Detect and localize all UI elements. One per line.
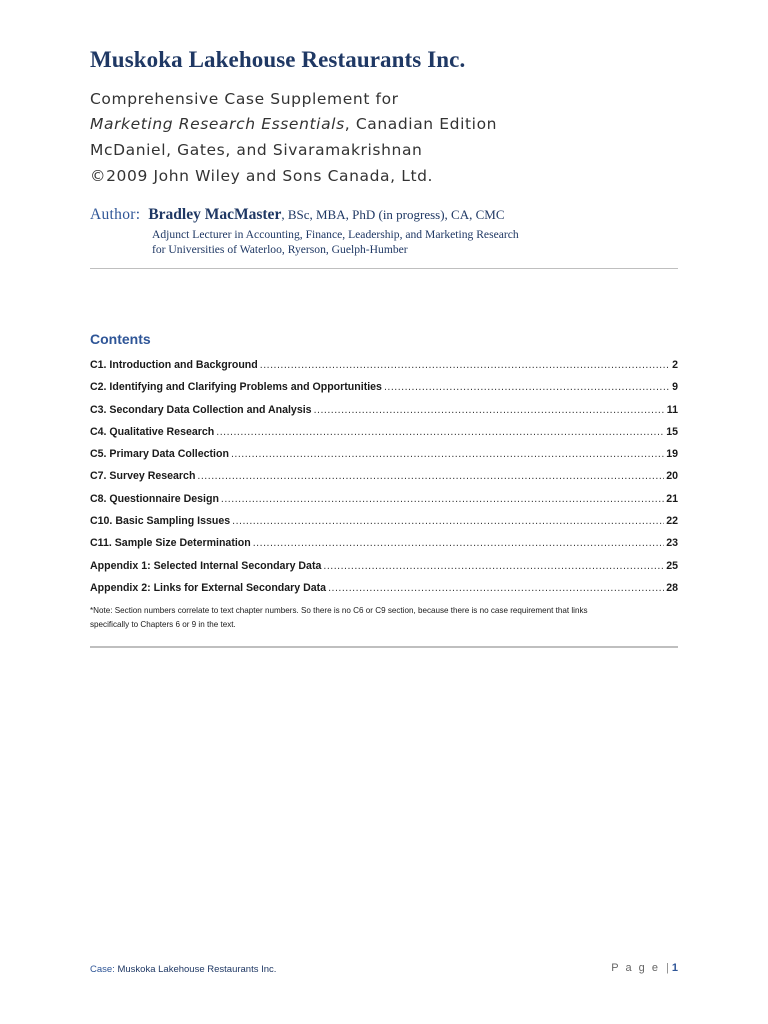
toc-entry-title: C7. Survey Research [90, 470, 196, 483]
toc-entry[interactable] [90, 537, 678, 559]
toc-dot-leader [328, 582, 664, 594]
toc-entry[interactable] [90, 515, 678, 537]
book-title: Marketing Research Essentials [90, 115, 345, 133]
toc-dot-leader [221, 493, 664, 505]
toc-entry[interactable] [90, 560, 678, 582]
toc-dot-leader [314, 404, 665, 416]
toc-entry-title: C5. Primary Data Collection [90, 448, 229, 461]
toc-dot-leader [384, 381, 670, 393]
toc-entry-page: 11 [666, 403, 678, 416]
toc-entry-title: C2. Identifying and Clarifying Problems and Opportunities [90, 381, 382, 394]
document-title: Muskoka Lakehouse Restaurants Inc. [90, 47, 466, 72]
author-role-line-2: for Universities of Waterloo, Ryerson, Guelph-Humber [152, 243, 408, 256]
toc-entry-title: C10. Basic Sampling Issues [90, 515, 231, 528]
edition-text: , Canadian Edition [344, 115, 498, 133]
footer-case-label: Case: [90, 964, 115, 975]
toc-entry-title: C8. Questionnaire Design [90, 492, 219, 505]
toc-entry[interactable] [90, 470, 678, 492]
footer-page-number: 1 [671, 962, 678, 974]
toc-entry[interactable] [90, 359, 678, 381]
toc-entry-title: C1. Introduction and Background [90, 359, 258, 371]
contents-divider [90, 646, 678, 648]
toc-entry-page: 19 [666, 448, 678, 461]
toc-entry[interactable] [90, 426, 678, 448]
toc-entry-title: Appendix 1: Selected Internal Secondary Data [90, 559, 322, 572]
toc-dot-leader [323, 560, 664, 572]
toc-entry-page: 25 [666, 559, 678, 572]
note-line-1: *Note: Section numbers correlate to text chapter numbers. So there is no C6 or C9 section, because there is no case requirement that links [90, 606, 588, 615]
toc-entry-page: 20 [666, 470, 678, 483]
toc-entry-page: 21 [666, 492, 678, 505]
author-label: Author: [90, 206, 141, 223]
toc-dot-leader [231, 448, 664, 460]
subtitle-line-3: McDaniel, Gates, and Sivaramakrishnan [90, 141, 423, 159]
toc-dot-leader [232, 515, 664, 527]
toc-entry-page: 15 [666, 425, 678, 438]
toc-entry[interactable] [90, 448, 678, 470]
contents-heading: Contents [90, 331, 151, 347]
toc-entry[interactable] [90, 381, 678, 403]
toc-entry-page: 28 [666, 581, 678, 594]
footer-case-name: Muskoka Lakehouse Restaurants Inc. [117, 964, 277, 975]
toc-entry-title: C11. Sample Size Determination [90, 537, 251, 550]
contents-note [90, 604, 680, 632]
toc-entry-title: Appendix 2: Links for External Secondary Data [90, 581, 327, 594]
toc-dot-leader [216, 426, 664, 438]
toc-entry-page: 9 [672, 381, 678, 394]
footer-page [611, 962, 678, 974]
footer-case [90, 964, 276, 975]
footer-page-word: P a g e [611, 962, 660, 974]
footer-separator: | [666, 962, 671, 974]
toc-entry[interactable] [90, 493, 678, 515]
toc-entry-page: 23 [666, 537, 678, 550]
header-divider [90, 268, 678, 269]
toc-entry-page: 2 [672, 359, 678, 371]
toc-dot-leader [197, 470, 664, 482]
toc-entry[interactable] [90, 404, 678, 426]
author-credentials: , BSc, MBA, PhD (in progress), CA, CMC [281, 207, 505, 222]
toc-entry-title: C3. Secondary Data Collection and Analysis [90, 403, 312, 416]
subtitle-line-1: Comprehensive Case Supplement for [90, 90, 399, 108]
toc-dot-leader [260, 359, 670, 371]
toc-entry-page: 22 [666, 515, 678, 528]
author-name: Bradley MacMaster [148, 206, 282, 223]
author-role-line-1: Adjunct Lecturer in Accounting, Finance, Leadership, and Marketing Research [152, 228, 519, 241]
table-of-contents [90, 359, 678, 604]
toc-entry-title: C4. Qualitative Research [90, 425, 215, 438]
subtitle-line-4: ©2009 John Wiley and Sons Canada, Ltd. [90, 167, 434, 185]
toc-entry[interactable] [90, 582, 678, 604]
toc-dot-leader [253, 537, 664, 549]
note-line-2: specifically to Chapters 6 or 9 in the text. [90, 620, 236, 629]
author-line [90, 206, 505, 224]
subtitle-line-2 [90, 115, 497, 133]
